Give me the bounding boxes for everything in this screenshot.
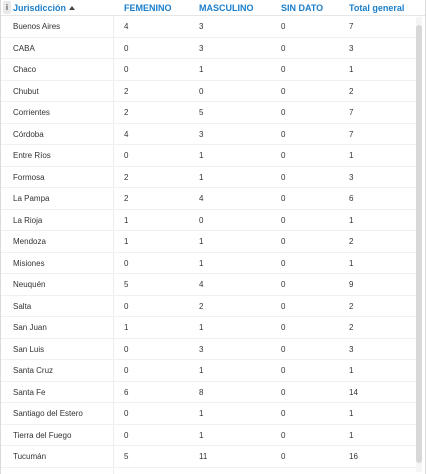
table-row[interactable]: [1, 16, 419, 38]
cell-masculino: 1: [199, 258, 204, 268]
cell-jurisdiccion: Tierra del Fuego: [13, 430, 72, 440]
cell-masculino: 1: [199, 430, 204, 440]
cell-femenino: 0: [124, 409, 129, 418]
table-row[interactable]: [1, 145, 419, 167]
cell-femenino: 1: [124, 215, 129, 225]
cell-total: 7: [349, 108, 354, 117]
cell-jurisdiccion: Neuquén: [13, 280, 46, 289]
cell-jurisdiccion: Tucumán: [13, 452, 47, 461]
table-row[interactable]: [1, 382, 419, 404]
cell-masculino: 1: [199, 65, 204, 74]
cell-jurisdiccion: Salta: [13, 301, 32, 311]
table-row[interactable]: [1, 403, 419, 425]
table-row[interactable]: [1, 425, 419, 447]
cell-sin-dato: 0: [281, 258, 286, 268]
cell-sin-dato: 0: [281, 215, 286, 225]
cell-jurisdiccion: La Rioja: [13, 215, 43, 225]
cell-total: 2: [349, 323, 354, 332]
cell-total: 1: [349, 258, 354, 268]
cell-femenino: 0: [124, 366, 129, 375]
cell-jurisdiccion: La Pampa: [13, 194, 50, 203]
cell-jurisdiccion: Chaco: [13, 65, 37, 74]
cell-sin-dato: 0: [281, 22, 286, 31]
cell-masculino: 1: [199, 237, 204, 246]
table-row[interactable]: [1, 81, 419, 103]
cell-femenino: 1: [124, 237, 129, 246]
cell-jurisdiccion: Santiago del Estero: [13, 409, 83, 418]
cell-masculino: 1: [199, 151, 204, 160]
column-header-masculino[interactable]: MASCULINO: [199, 3, 254, 13]
table-row[interactable]: [1, 59, 419, 81]
table-row[interactable]: [1, 446, 419, 468]
cell-masculino: 3: [199, 43, 204, 53]
table-row[interactable]: [1, 210, 419, 232]
cell-jurisdiccion: Chubut: [13, 86, 39, 96]
cell-femenino: 1: [124, 323, 129, 332]
cell-femenino: 2: [124, 86, 129, 96]
sort-ascending-icon: [69, 6, 75, 10]
table-row[interactable]: [1, 124, 419, 146]
cell-femenino: 2: [124, 172, 129, 182]
table-row[interactable]: [1, 38, 419, 60]
cell-sin-dato: 0: [281, 86, 286, 96]
cell-sin-dato: 0: [281, 387, 286, 397]
cell-jurisdiccion: Buenos Aires: [13, 22, 61, 31]
cell-jurisdiccion: Córdoba: [13, 129, 44, 139]
table-row[interactable]: [1, 360, 419, 382]
cell-total: 3: [349, 172, 354, 182]
cell-femenino: 0: [124, 65, 129, 74]
cell-masculino: 3: [199, 22, 204, 31]
cell-total: 1: [349, 151, 354, 160]
cell-masculino: 2: [199, 301, 204, 311]
table-row[interactable]: [1, 274, 419, 296]
cell-masculino: 3: [199, 344, 204, 354]
cell-femenino: 5: [124, 452, 129, 461]
cell-total: 7: [349, 22, 354, 31]
cell-jurisdiccion: San Juan: [13, 323, 47, 332]
cell-sin-dato: 0: [281, 301, 286, 311]
column-header-femenino[interactable]: FEMENINO: [124, 3, 172, 13]
table-row[interactable]: [1, 339, 419, 361]
table-header: [1, 0, 425, 16]
cell-sin-dato: 0: [281, 129, 286, 139]
cell-jurisdiccion: San Luis: [13, 344, 45, 354]
cell-total: 2: [349, 237, 354, 246]
column-header-sin-dato[interactable]: SIN DATO: [281, 3, 324, 13]
cell-total: 16: [349, 452, 358, 461]
cell-sin-dato: 0: [281, 43, 286, 53]
cell-masculino: 1: [199, 366, 204, 375]
cell-femenino: 2: [124, 194, 129, 203]
info-icon[interactable]: i: [3, 1, 11, 14]
cell-masculino: 1: [199, 172, 204, 182]
cell-femenino: 0: [124, 151, 129, 160]
cell-femenino: 5: [124, 280, 129, 289]
cell-masculino: 1: [199, 323, 204, 332]
cell-femenino: 4: [124, 129, 129, 139]
scrollbar-thumb[interactable]: [416, 25, 422, 463]
cell-sin-dato: 0: [281, 323, 286, 332]
cell-masculino: 11: [199, 452, 208, 461]
cell-total: 2: [349, 86, 354, 96]
cell-total: 9: [349, 280, 354, 289]
cell-jurisdiccion: Santa Cruz: [13, 366, 54, 375]
cell-masculino: 1: [199, 409, 204, 418]
cell-sin-dato: 0: [281, 344, 286, 354]
cell-total: 2: [349, 301, 354, 311]
cell-femenino: 0: [124, 258, 129, 268]
cell-jurisdiccion: Formosa: [13, 172, 45, 182]
cell-masculino: 4: [199, 194, 204, 203]
cell-femenino: 4: [124, 22, 129, 31]
cell-total: 1: [349, 366, 354, 375]
cell-sin-dato: 0: [281, 452, 286, 461]
cell-masculino: 3: [199, 129, 204, 139]
cell-jurisdiccion: Entre Ríos: [13, 151, 51, 160]
column-header-label: Jurisdicción: [13, 3, 67, 13]
cell-sin-dato: 0: [281, 172, 286, 182]
cell-femenino: 0: [124, 430, 129, 440]
table-row[interactable]: [1, 231, 419, 253]
cell-femenino: 0: [124, 344, 129, 354]
cell-jurisdiccion: Misiones: [13, 258, 45, 268]
cell-sin-dato: 0: [281, 237, 286, 246]
cell-masculino: 0: [199, 86, 204, 96]
cell-jurisdiccion: CABA: [13, 43, 35, 53]
table-row[interactable]: [1, 167, 419, 189]
cell-masculino: 8: [199, 387, 204, 397]
cell-femenino: 0: [124, 43, 129, 53]
cell-total: 1: [349, 409, 354, 418]
cell-jurisdiccion: Corrientes: [13, 108, 50, 117]
cell-total: 3: [349, 344, 354, 354]
cell-sin-dato: 0: [281, 151, 286, 160]
table-body: [1, 16, 419, 468]
column-header-total[interactable]: Total general: [349, 3, 405, 13]
cell-sin-dato: 0: [281, 108, 286, 117]
cell-masculino: 4: [199, 280, 204, 289]
cell-sin-dato: 0: [281, 409, 286, 418]
cell-sin-dato: 0: [281, 366, 286, 375]
table-row[interactable]: [1, 317, 419, 339]
cell-total: 3: [349, 43, 354, 53]
cell-total: 6: [349, 194, 354, 203]
cell-sin-dato: 0: [281, 194, 286, 203]
vertical-scrollbar[interactable]: [416, 17, 422, 472]
cell-sin-dato: 0: [281, 280, 286, 289]
table-row[interactable]: [1, 188, 419, 210]
cell-total: 7: [349, 129, 354, 139]
column-header-jurisdiccion[interactable]: [13, 0, 75, 16]
cell-total: 1: [349, 65, 354, 74]
table-row[interactable]: [1, 102, 419, 124]
cell-total: 14: [349, 387, 358, 397]
cell-jurisdiccion: Mendoza: [13, 237, 46, 246]
cell-total: 1: [349, 215, 354, 225]
cell-total: 1: [349, 430, 354, 440]
cell-jurisdiccion: Santa Fe: [13, 387, 46, 397]
cell-femenino: 0: [124, 301, 129, 311]
table-row[interactable]: [1, 253, 419, 275]
cell-sin-dato: 0: [281, 430, 286, 440]
cell-femenino: 6: [124, 387, 129, 397]
cell-sin-dato: 0: [281, 65, 286, 74]
cell-masculino: 0: [199, 215, 204, 225]
table-row[interactable]: [1, 296, 419, 318]
cell-femenino: 2: [124, 108, 129, 117]
cell-masculino: 5: [199, 108, 204, 117]
